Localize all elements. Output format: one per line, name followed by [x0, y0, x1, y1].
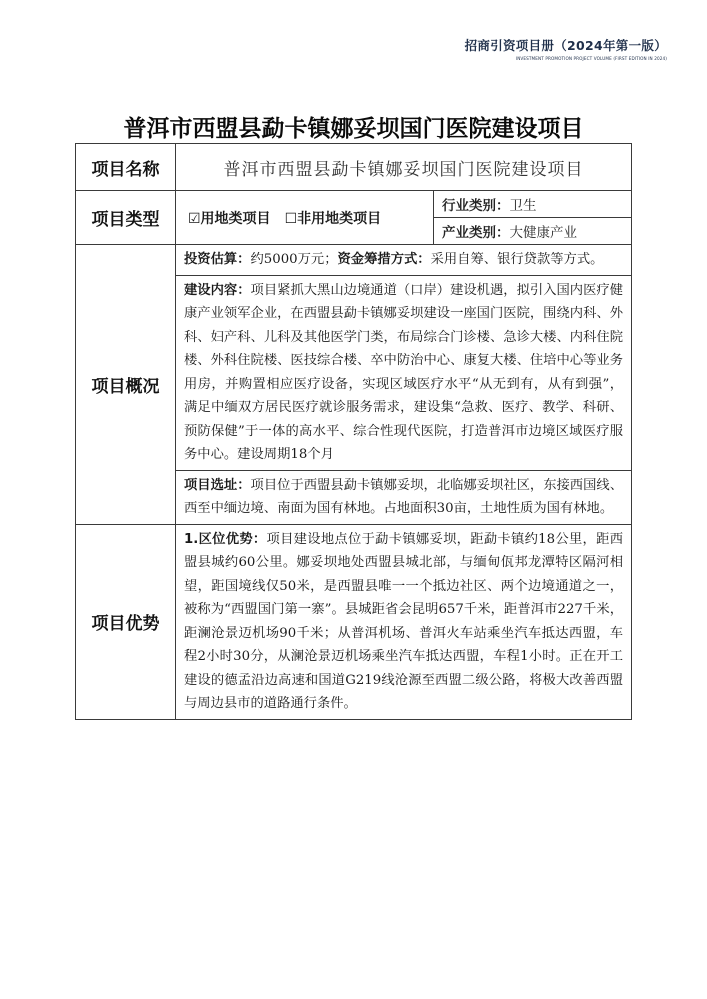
page-title: 普洱市西盟县勐卡镇娜妥坝国门医院建设项目	[123, 115, 584, 142]
label-project-advantage: 项目优势	[76, 524, 176, 719]
construction-content-text: 项目紧抓大黑山边境通道（口岸）建设机遇，拟引入国内医疗健康产业领军企业，在西盟县勐卡镇娜妥坝建设一座国门医院，围绕内科、外科、妇产科、儿科及其他医学门类，布局综合门诊楼、急诊大楼、内科住院楼、外科住院楼、医技综合楼、卒中防治中心、康复大楼、住培中心等业务用房，并购置相应医疗设备，实现区域医疗水平“从无到有，从有到强”，满足中缅双方居民医疗就诊服务需求，建设集“急救、医疗、教学、科研、预防保健”于一体的高水平、综合性现代医院，打造普洱市边境区域医疗服务中心。建设周期18个月	[184, 282, 624, 462]
sector-category-value: 大健康产业	[509, 225, 577, 241]
site-selection-text: 项目位于西盟县勐卡镇娜妥坝，北临娜妥坝社区，东接西国线、西至中缅边境、南面为国有林地。占地面积30亩，土地性质为国有林地。	[184, 477, 624, 516]
sector-category-label: 产业类别：	[442, 225, 510, 241]
location-advantage-text: 项目建设地点位于勐卡镇娜妥坝，距勐卡镇约18公里，距西盟县城约60公里。娜妥坝地处西盟县城北部，与缅甸佤邦龙潭特区隔河相望，距国境线仅50米，是西盟县唯一一个抵边社区、两个边境通道之一，被称为“西盟国门第一寨”。县城距省会昆明657千米，距普洱市227千米，距澜沧景迈机场90千米；从普洱机场、普洱火车站乘坐汽车抵达西盟，车程2小时30分，从澜沧景迈机场乘坐汽车抵达西盟，车程1小时。正在开工建设的德孟沿边高速和国道G219线沧源至西盟二级公路，将极大改善西盟与周边县市的道路通行条件。	[184, 531, 624, 711]
checkbox-nonland-project[interactable]: ☐非用地类项目	[284, 210, 382, 227]
row-project-type	[76, 191, 632, 218]
row-overview-investment	[76, 245, 632, 276]
document-header	[465, 36, 667, 61]
investment-paragraph	[176, 245, 632, 276]
industry-category-value: 卫生	[509, 198, 537, 214]
site-selection-paragraph	[176, 470, 632, 524]
header-subtitle: INVESTMENT PROMOTION PROJECT VOLUME (FIRST EDITION IN 2024)	[515, 56, 667, 61]
project-type-options	[176, 191, 434, 245]
project-table	[75, 143, 632, 720]
investment-text: 约5000万元；	[250, 252, 338, 267]
header-title: 招商引资项目册（2024年第一版）	[464, 38, 667, 53]
location-advantage-paragraph	[176, 524, 632, 719]
funding-label: 资金筹措方式：	[337, 252, 431, 267]
industry-category-label: 行业类别：	[442, 198, 510, 214]
checkbox-land-project[interactable]: ☑用地类项目	[188, 210, 271, 227]
label-project-name: 项目名称	[76, 144, 176, 191]
value-project-name: 普洱市西盟县勐卡镇娜妥坝国门医院建设项目	[176, 144, 632, 191]
label-project-overview: 项目概况	[76, 245, 176, 525]
site-selection-label: 项目选址：	[184, 477, 251, 493]
construction-content-label: 建设内容：	[184, 282, 251, 298]
row-advantage	[76, 524, 632, 719]
industry-category	[434, 191, 632, 218]
location-advantage-label: 1.区位优势：	[184, 531, 267, 547]
label-project-type: 项目类型	[76, 191, 176, 245]
construction-content-paragraph	[176, 275, 632, 470]
funding-text: 采用自筹、银行贷款等方式。	[430, 252, 604, 267]
investment-label: 投资估算：	[184, 252, 251, 267]
row-project-name	[76, 144, 632, 191]
sector-category	[434, 218, 632, 245]
